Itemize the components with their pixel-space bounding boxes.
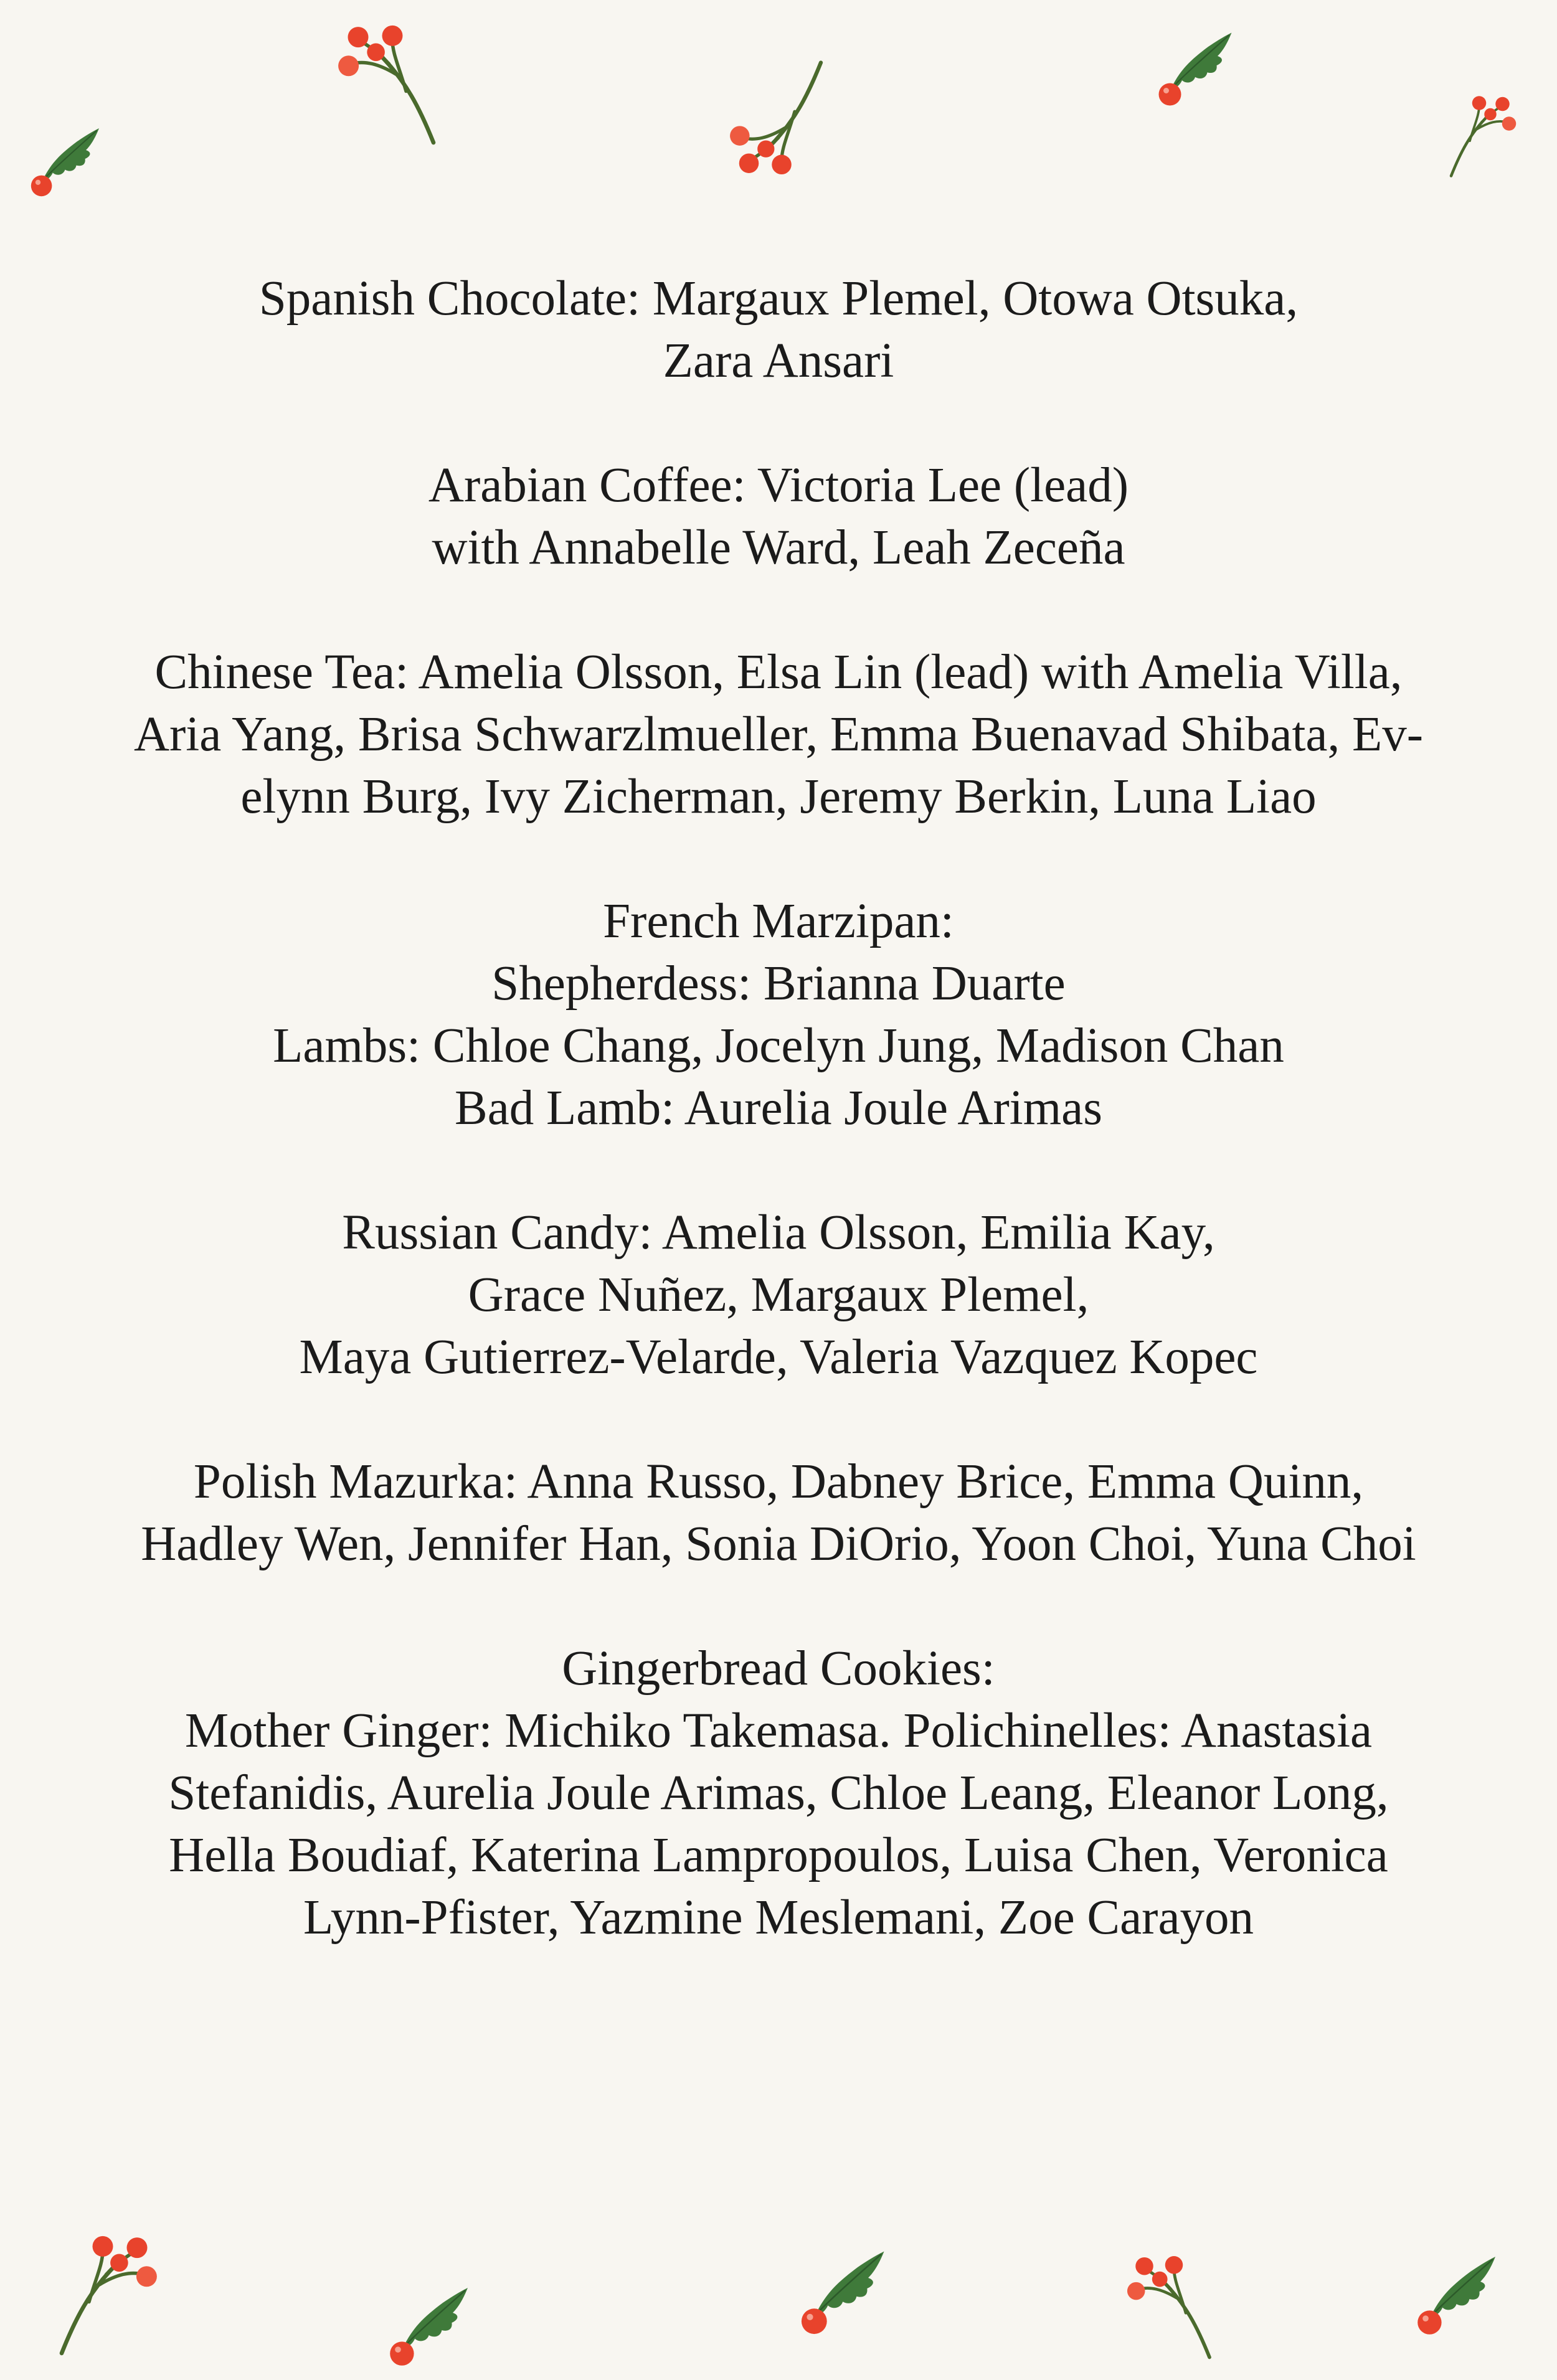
berry-sprig-icon — [716, 50, 847, 193]
holly-leaves-icon — [25, 93, 112, 224]
cast-line: Russian Candy: Amelia Olsson, Emilia Kay, — [342, 1206, 1215, 1260]
cast-line: Hadley Wen, Jennifer Han, Sonia DiOrio, Yoon Choi, Yuna Choi — [141, 1517, 1416, 1571]
cast-line: Maya Gutierrez-Velarde, Valeria Vazquez Kopec — [299, 1330, 1258, 1384]
cast-line: Hella Boudiaf, Katerina Lampropoulos, Luisa Chen, Veronica — [169, 1828, 1388, 1882]
berry-sprig-icon — [31, 2223, 174, 2360]
cast-line: Stefanidis, Aurelia Joule Arimas, Chloe Leang, Eleanor Long, — [168, 1766, 1389, 1820]
cast-line: Spanish Chocolate: Margaux Plemel, Otowa Otsuka, — [258, 272, 1299, 326]
berry-sprig-icon — [1115, 2236, 1233, 2373]
berry-sprig-icon — [324, 12, 461, 149]
cast-line: with Annabelle Ward, Leah Zeceña — [432, 521, 1125, 575]
holly-leaves-icon — [367, 2273, 498, 2373]
cast-line: elynn Burg, Ivy Zicherman, Jeremy Berkin, Luna Liao — [240, 770, 1317, 824]
cast-line: Grace Nuñez, Margaux Plemel, — [468, 1268, 1089, 1322]
section-french-marzipan — [50, 890, 1507, 1140]
section-chinese-tea — [50, 641, 1507, 828]
cast-line: Lambs: Chloe Chang, Jocelyn Jung, Madison Chan — [273, 1019, 1284, 1073]
cast-list — [50, 268, 1507, 2011]
cast-line: Gingerbread Cookies: — [562, 1641, 995, 1696]
cast-line: Polish Mazurka: Anna Russo, Dabney Brice, Emma Quinn, — [193, 1455, 1364, 1509]
cast-line: Mother Ginger: Michiko Takemasa. Polichinelles: Anastasia — [184, 1704, 1373, 1758]
section-spanish-chocolate — [50, 268, 1507, 392]
cast-line: Shepherdess: Brianna Duarte — [491, 956, 1066, 1011]
cast-line: Chinese Tea: Amelia Olsson, Elsa Lin (lead) with Amelia Villa, — [154, 645, 1403, 699]
section-gingerbread-cookies — [50, 1638, 1507, 1949]
cast-line: Zara Ansari — [663, 334, 894, 388]
cast-line: Bad Lamb: Aurelia Joule Arimas — [455, 1081, 1102, 1135]
berry-sprig-icon — [1432, 81, 1526, 187]
cast-line: Arabian Coffee: Victoria Lee (lead) — [428, 458, 1129, 512]
cast-line: Aria Yang, Brisa Schwarzlmueller, Emma Buenavad Shibata, Ev- — [133, 707, 1424, 762]
holly-leaves-icon — [1133, 19, 1264, 112]
section-polish-mazurka — [50, 1451, 1507, 1575]
holly-leaves-icon — [772, 2236, 922, 2341]
section-arabian-coffee — [50, 455, 1507, 579]
section-russian-candy — [50, 1202, 1507, 1389]
cast-line: Lynn-Pfister, Yazmine Meslemani, Zoe Carayon — [303, 1891, 1254, 1945]
cast-line: French Marzipan: — [603, 894, 954, 948]
holly-leaves-icon — [1401, 2242, 1520, 2341]
